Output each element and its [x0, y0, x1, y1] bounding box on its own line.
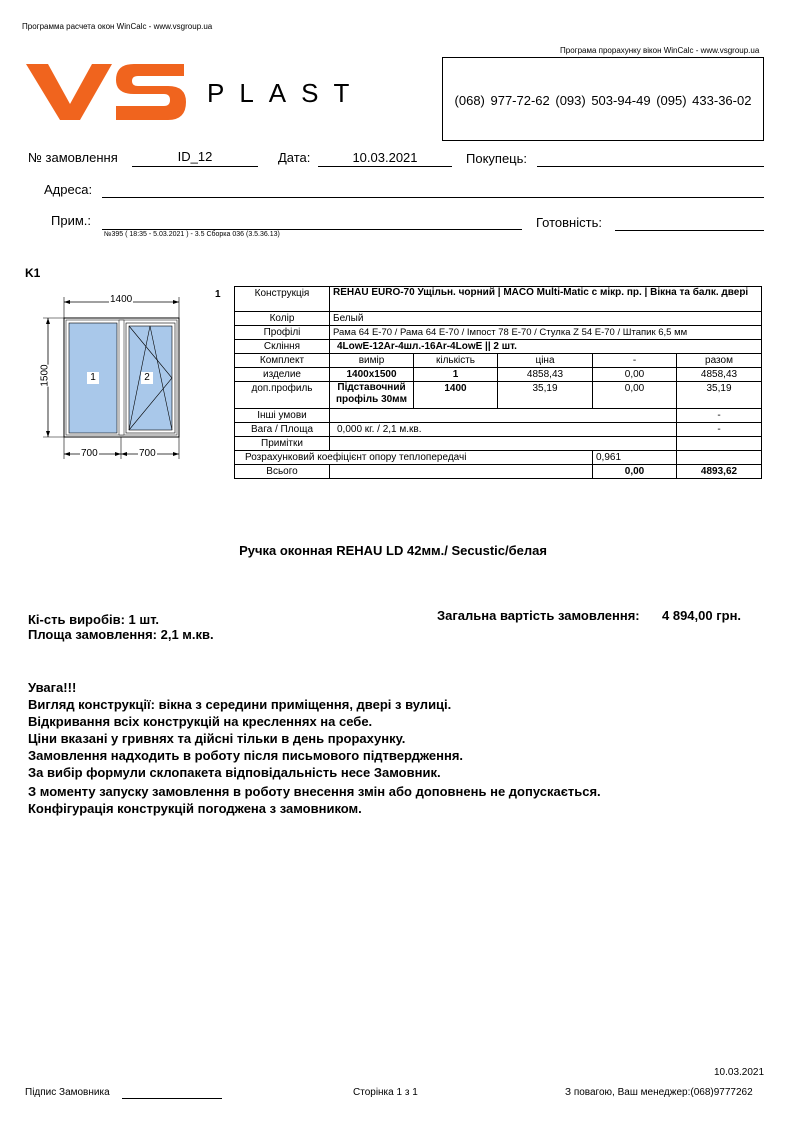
note-underline [102, 229, 522, 230]
profiles-label: Профілі [235, 326, 330, 340]
window-drawing-svg [38, 292, 186, 462]
order-number-value: ID_12 [177, 149, 213, 164]
total-label: Всього [235, 465, 330, 479]
warning-line: Замовлення надходить в роботу після письмового підтвердження. [28, 748, 464, 763]
coef-label: Розрахунковий коефіцієнт опору теплопередачі [235, 451, 593, 465]
table-row [235, 382, 762, 409]
table-row [235, 312, 762, 326]
kit-label: Комплект [235, 354, 330, 368]
glass-label: Скління [235, 340, 330, 354]
program-note-right: Програма прорахунку вікон WinCalc - www.vsgroup.ua [560, 46, 760, 55]
table-row [235, 465, 762, 479]
row2-size: Підставочний профіль 30мм [330, 382, 414, 409]
handle-note: Ручка оконная REHAU LD 42мм./ Secustic/белая [239, 543, 547, 558]
table-row [235, 326, 762, 340]
notes-label: Примітки [235, 437, 330, 451]
warning-line: Ціни вказані у гривнях та дійсні тільки в день прорахунку. [28, 731, 406, 746]
order-total-value: 4 894,00 грн. [662, 608, 742, 623]
phones-box [442, 57, 764, 141]
signature-label: Підпис Замовника [25, 1087, 110, 1098]
col-qty: кількість [414, 354, 498, 368]
coef-value: 0,961 [593, 451, 677, 465]
page-number: Сторінка 1 з 1 [353, 1087, 418, 1098]
phone-numbers: (068) 977-72-62 (093) 503-94-49 (095) 433-36-02 [454, 93, 752, 108]
table-row [235, 423, 762, 437]
items-count: Кі-сть виробів: 1 шт. [28, 612, 160, 627]
address-label: Адреса: [44, 182, 93, 197]
construction-label: Конструкція [235, 287, 330, 312]
buyer-underline [537, 166, 764, 167]
warning-line: З моменту запуску замовлення в роботу внесення змін або доповнень не допускається. [28, 784, 601, 799]
spec-table [234, 286, 762, 479]
col-dash: - [593, 354, 677, 368]
row2-qty: 1400 [414, 382, 498, 409]
col-size: вимір [330, 354, 414, 368]
signature-underline [122, 1098, 222, 1099]
weight-label: Вага / Площа [235, 423, 330, 437]
table-row [235, 451, 762, 465]
other-label: Інші умови [235, 409, 330, 423]
row1-size: 1400x1500 [330, 368, 414, 382]
table-row [235, 287, 762, 312]
logo-plast-text: PLAST [207, 78, 365, 108]
table-row [235, 354, 762, 368]
manager-contact: З повагою, Ваш менеджер:(068)9777262 [565, 1087, 753, 1098]
row1-discount: 0,00 [593, 368, 677, 382]
order-area: Площа замовлення: 2,1 м.кв. [28, 627, 214, 642]
footer-date: 10.03.2021 [714, 1067, 765, 1078]
dim-right: 700 [139, 448, 156, 459]
dim-height: 1500 [39, 364, 51, 387]
row1-name: изделие [235, 368, 330, 382]
dim-left: 700 [81, 448, 98, 459]
warning-line: За вибір формули склопакета відповідальність несе Замовник. [28, 765, 441, 780]
glass-value: 4LowE-12Ar-4шл.-16Ar-4LowE || 2 шт. [330, 340, 762, 354]
construction-value: REHAU EURO-70 Ущільн. чорний | MACO Multi-Matic с мікр. пр. | Вікна та балк. двері [330, 287, 762, 312]
order-number-label: № замовлення [28, 150, 118, 165]
warning-title: Увага!!! [28, 680, 77, 695]
buyer-label: Покупець: [466, 151, 528, 166]
dim-width: 1400 [110, 294, 133, 305]
row2-name: доп.профиль [235, 382, 330, 409]
row2-total: 35,19 [677, 382, 762, 409]
order-total-label: Загальна вартість замовлення: [437, 608, 640, 623]
table-row [235, 409, 762, 423]
color-value: Белый [330, 312, 762, 326]
item-index: 1 [215, 289, 221, 300]
date-underline [318, 166, 452, 167]
date-value: 10.03.2021 [352, 150, 418, 165]
profiles-value: Рама 64 E-70 / Рама 64 E-70 / Імпост 78 E-70 / Стулка Z 54 E-70 / Штапик 6,5 мм [330, 326, 762, 340]
warning-line: Відкривання всіх конструкцій на кресленнях на себе. [28, 714, 373, 729]
sash-1-label: 1 [87, 372, 99, 384]
row1-qty: 1 [414, 368, 498, 382]
date-label: Дата: [278, 150, 311, 165]
table-row [235, 340, 762, 354]
weight-value: 0,000 кг. / 2,1 м.кв. [330, 423, 677, 437]
address-underline [102, 197, 764, 198]
company-logo [24, 60, 194, 124]
logo-mark [24, 60, 194, 124]
ready-underline [615, 230, 764, 231]
table-row [235, 437, 762, 451]
ready-label: Готовність: [536, 215, 602, 230]
total-value: 4893,62 [677, 465, 762, 479]
total-discount: 0,00 [593, 465, 677, 479]
color-label: Колір [235, 312, 330, 326]
warning-line: Вигляд конструкції: вікна з середини приміщення, двері з вулиці. [28, 697, 452, 712]
row1-total: 4858,43 [677, 368, 762, 382]
col-price: ціна [498, 354, 593, 368]
item-code: K1 [25, 266, 41, 280]
version-note: №395 ( 18:35 - 5.03.2021 ) - 3.5 Сборка 036 (3.5.36.13) [104, 231, 280, 238]
warning-block [28, 679, 601, 817]
program-note-left: Программа расчета окон WinCalc - www.vsgroup.ua [22, 22, 213, 31]
weight-dash: - [677, 423, 762, 437]
table-row [235, 368, 762, 382]
sash-2-label: 2 [141, 372, 153, 384]
col-total: разом [677, 354, 762, 368]
order-number-underline [132, 166, 258, 167]
warning-line: Конфігурація конструкцій погоджена з замовником. [28, 801, 362, 816]
window-drawing [38, 292, 186, 462]
row2-discount: 0,00 [593, 382, 677, 409]
note-label: Прим.: [51, 213, 91, 228]
row2-price: 35,19 [498, 382, 593, 409]
row1-price: 4858,43 [498, 368, 593, 382]
other-value: - [677, 409, 762, 423]
